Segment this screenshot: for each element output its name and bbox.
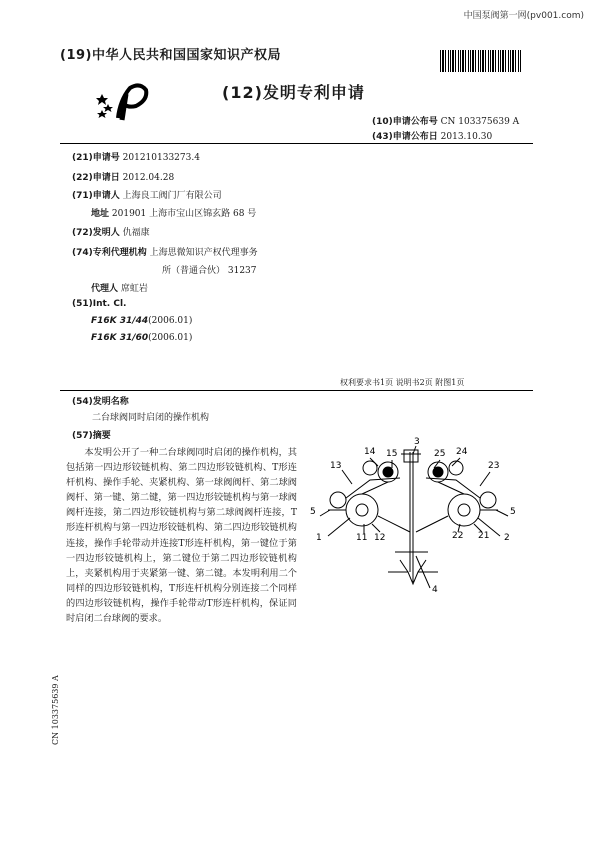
pages-divider bbox=[60, 390, 533, 391]
barcode bbox=[440, 50, 522, 72]
page-counts: 权利要求书1页 说明书2页 附图1页 bbox=[340, 378, 465, 387]
applicant-label: (71)申请人 bbox=[72, 191, 120, 201]
inventor-value: 仇福康 bbox=[122, 228, 150, 238]
publication-number-value: CN 103375639 A bbox=[440, 117, 520, 127]
svg-text:5: 5 bbox=[510, 507, 516, 517]
classification-1-version: (2006.01) bbox=[148, 316, 193, 326]
office-name: (19)中华人民共和国国家知识产权局 bbox=[60, 48, 281, 63]
classification-1-code: F16K 31/44 bbox=[91, 316, 149, 326]
publication-number bbox=[372, 114, 519, 127]
patent-agency-value-line2: 所（普通合伙） 31237 bbox=[162, 266, 257, 276]
address-value: 201901 上海市宝山区锦玄路 68 号 bbox=[111, 209, 257, 219]
invention-title: 二台球阀同时启闭的操作机构 bbox=[92, 413, 210, 423]
document-title: (12)发明专利申请 bbox=[222, 83, 365, 102]
svg-text:22: 22 bbox=[452, 531, 464, 541]
svg-text:24: 24 bbox=[456, 447, 468, 457]
side-publication-number: CN 103375639 A bbox=[51, 675, 60, 745]
applicant-value: 上海良工阀门厂有限公司 bbox=[122, 191, 222, 201]
publication-date-value: 2013.10.30 bbox=[440, 132, 493, 142]
agent bbox=[91, 281, 148, 294]
applicant bbox=[72, 188, 222, 201]
svg-text:4: 4 bbox=[432, 585, 438, 592]
site-watermark: 中国泵阀第一网(pv001.com) bbox=[463, 11, 584, 21]
svg-text:15: 15 bbox=[386, 449, 398, 459]
application-number-label: (21)申请号 bbox=[72, 153, 120, 163]
application-date-label: (22)申请日 bbox=[72, 173, 120, 183]
classification-2-code: F16K 31/60 bbox=[91, 333, 149, 343]
patent-agency-value: 上海思微知识产权代理事务 bbox=[149, 248, 258, 258]
int-cl-label: (51)Int. Cl. bbox=[72, 299, 127, 309]
svg-text:1: 1 bbox=[316, 533, 322, 543]
address-label: 地址 bbox=[91, 209, 110, 219]
svg-text:23: 23 bbox=[488, 461, 500, 471]
svg-text:21: 21 bbox=[478, 531, 490, 541]
abstract-label: (57)摘要 bbox=[72, 431, 111, 441]
patent-agency-label: (74)专利代理机构 bbox=[72, 248, 147, 258]
cnipa-logo-icon bbox=[96, 80, 152, 122]
inventor-label: (72)发明人 bbox=[72, 228, 120, 238]
application-number bbox=[72, 150, 200, 163]
inventor bbox=[72, 225, 150, 238]
address bbox=[91, 206, 256, 219]
header-divider bbox=[60, 143, 533, 144]
classification-1 bbox=[91, 316, 192, 326]
abstract-text: 本发明公开了一种二台球阀同时启闭的操作机构，其包括第一四边形铰链机构、第二四边形铰链机构、T形连杆机构、操作手轮、夹紧机构、第一球阀阀杆、第二球阀阀杆、第一键、第二键，第一四边形铰链机构与第一球阀阀杆连接，第二四边形铰链机构与第二球阀阀杆连接，T形连杆机构与第一四边形铰链机构、第二四边形铰链机构连接，操作手轮带动并连接T形连杆机构，第一键位于第一四边形铰链机构上，第二键位于第二四边形铰链机构上，夹紧机构用于夹紧第一键、第二键。本发明利用二个同样的四边形铰链机构，T形连杆机构分别连接二个同样的四边形铰链机构，操作手轮带动T形连杆机构，保证同时启闭二台球阀的要求。 bbox=[66, 447, 297, 625]
svg-text:14: 14 bbox=[364, 447, 376, 457]
invention-title-label: (54)发明名称 bbox=[72, 397, 129, 407]
publication-date bbox=[372, 129, 492, 142]
publication-number-label: (10)申请公布号 bbox=[372, 117, 438, 127]
svg-text:25: 25 bbox=[434, 449, 446, 459]
application-date-value: 2012.04.28 bbox=[122, 173, 175, 183]
classification-2-version: (2006.01) bbox=[148, 333, 193, 343]
application-date bbox=[72, 170, 174, 183]
patent-agency bbox=[72, 245, 258, 258]
svg-text:12: 12 bbox=[374, 533, 386, 543]
svg-text:11: 11 bbox=[356, 533, 368, 543]
agent-label: 代理人 bbox=[91, 284, 119, 294]
application-number-value: 201210133273.4 bbox=[122, 153, 200, 163]
classification-2 bbox=[91, 333, 192, 343]
mechanism-drawing bbox=[300, 432, 532, 592]
svg-text:13: 13 bbox=[330, 461, 342, 471]
svg-text:3: 3 bbox=[414, 437, 420, 447]
svg-text:2: 2 bbox=[504, 533, 510, 543]
publication-date-label: (43)申请公布日 bbox=[372, 132, 438, 142]
svg-text:5: 5 bbox=[310, 507, 316, 517]
agent-value: 席虹岩 bbox=[120, 284, 148, 294]
